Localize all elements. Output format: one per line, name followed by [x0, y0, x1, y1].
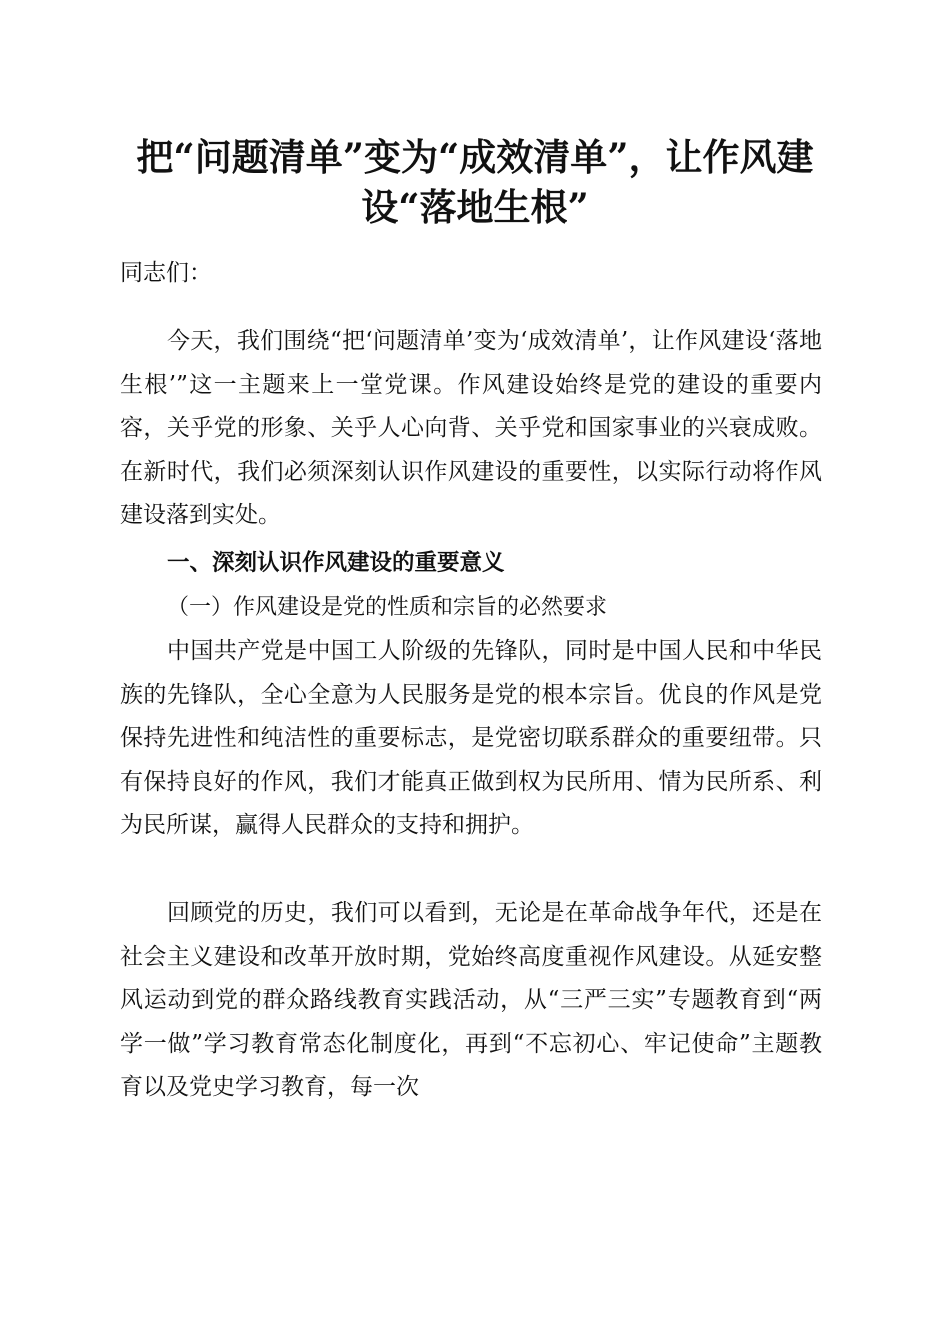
title-line-1: 把“问题清单”变为“成效清单”，让作风建	[136, 135, 814, 179]
greeting: 同志们：	[120, 260, 212, 286]
paragraph-party-nature: 中国共产党是中国工人阶级的先锋队，同时是中国人民和中华民族的先锋队，全心全意为人民服务是党的根本宗旨。优良的作风是党保持先进性和纯洁性的重要标志，是党密切联系群众的重要纽带。只有保持良好的作风，我们才能真正做到权为民所用、情为民所系、利为民所谋，赢得人民群众的支持和拥护。	[120, 638, 822, 838]
subsection-heading-1: （一）作风建设是党的性质和宗旨的必然要求	[167, 595, 608, 620]
paragraph-history: 回顾党的历史，我们可以看到，无论是在革命战争年代，还是在社会主义建设和改革开放时期，党始终高度重视作风建设。从延安整风运动到党的群众路线教育实践活动，从“三严三实”专题教育到“两学一做”学习教育常态化制度化，再到“不忘初心、牢记使命”主题教育以及党史学习教育，每一次	[120, 900, 822, 1100]
document-title	[110, 132, 840, 232]
title-line-2: 设“落地生根”	[361, 185, 589, 229]
section-heading-1: 一、深刻认识作风建设的重要意义	[167, 550, 505, 576]
paragraph-intro: 今天，我们围绕“把‘问题清单’变为‘成效清单’，让作风建设‘落地生根’”这一主题来上一堂党课。作风建设始终是党的建设的重要内容，关乎党的形象、关乎人心向背、关乎党和国家事业的兴衰成败。在新时代，我们必须深刻认识作风建设的重要性，以实际行动将作风建设落到实处。	[120, 328, 822, 528]
